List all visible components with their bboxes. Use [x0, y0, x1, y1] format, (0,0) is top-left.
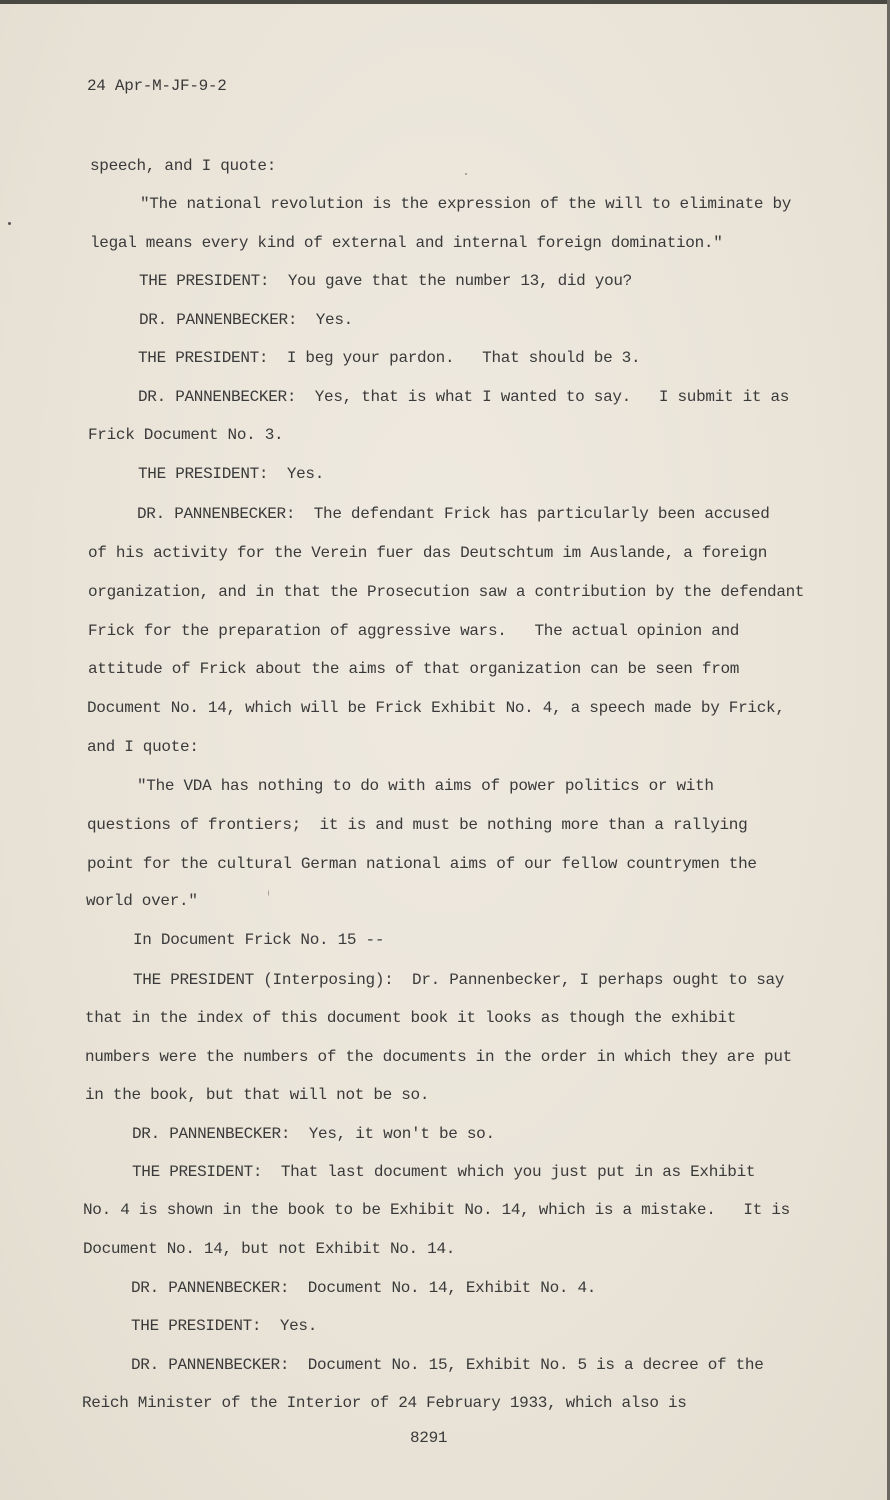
- text-line: DR. PANNENBECKER: Yes, that is what I wanted to say. I submit it as: [138, 388, 790, 406]
- text-line: THE PRESIDENT: That last document which you just put in as Exhibit: [132, 1163, 756, 1181]
- text-line: DR. PANNENBECKER: Yes.: [139, 311, 353, 329]
- text-line: Frick for the preparation of aggressive wars. The actual opinion and: [88, 622, 740, 640]
- text-line: THE PRESIDENT (Interposing): Dr. Pannenbecker, I perhaps ought to say: [133, 971, 785, 989]
- text-line: world over.": [86, 892, 198, 910]
- scan-speck: [268, 890, 269, 896]
- text-line: DR. PANNENBECKER: The defendant Frick has particularly been accused: [137, 505, 770, 523]
- text-line: Document No. 14, but not Exhibit No. 14.: [83, 1240, 456, 1258]
- text-line: in the book, but that will not be so.: [85, 1086, 430, 1104]
- text-line: point for the cultural German national aims of our fellow countrymen the: [87, 855, 757, 873]
- text-line: of his activity for the Verein fuer das Deutschtum im Auslande, a foreign: [88, 544, 768, 562]
- text-line: legal means every kind of external and internal foreign domination.": [90, 234, 723, 252]
- text-line: "The VDA has nothing to do with aims of power politics or with: [137, 777, 714, 795]
- text-line: numbers were the numbers of the documents in the order in which they are put: [85, 1048, 792, 1066]
- text-line: that in the index of this document book it looks as though the exhibit: [85, 1009, 737, 1027]
- text-line: DR. PANNENBECKER: Document No. 14, Exhibit No. 4.: [131, 1279, 597, 1297]
- text-line: "The national revolution is the expression of the will to eliminate by: [140, 195, 792, 213]
- text-line: Reich Minister of the Interior of 24 February 1933, which also is: [82, 1394, 687, 1412]
- page-header: 24 Apr-M-JF-9-2: [87, 77, 227, 95]
- text-line: Document No. 14, which will be Frick Exhibit No. 4, a speech made by Frick,: [87, 699, 785, 717]
- text-line: DR. PANNENBECKER: Yes, it won't be so.: [132, 1125, 495, 1143]
- scan-speck: [465, 173, 467, 175]
- text-line: and I quote:: [87, 738, 199, 756]
- text-line: organization, and in that the Prosecution saw a contribution by the defendant: [88, 583, 805, 601]
- text-line: In Document Frick No. 15 --: [133, 931, 385, 949]
- text-line: speech, and I quote:: [90, 157, 277, 175]
- text-line: Frick Document No. 3.: [88, 426, 284, 444]
- text-line: THE PRESIDENT: Yes.: [138, 465, 325, 483]
- text-line: THE PRESIDENT: Yes.: [131, 1317, 318, 1335]
- text-line: THE PRESIDENT: I beg your pardon. That should be 3.: [138, 349, 641, 367]
- text-line: No. 4 is shown in the book to be Exhibit No. 14, which is a mistake. It is: [83, 1201, 790, 1219]
- scan-speck: [8, 222, 11, 225]
- text-line: DR. PANNENBECKER: Document No. 15, Exhibit No. 5 is a decree of the: [131, 1356, 764, 1374]
- text-line: THE PRESIDENT: You gave that the number 13, did you?: [139, 272, 632, 290]
- text-line: questions of frontiers; it is and must be nothing more than a rallying: [87, 816, 748, 834]
- scan-edge-top: [0, 0, 890, 4]
- text-line: attitude of Frick about the aims of that organization can be seen from: [88, 660, 740, 678]
- page-number: 8291: [410, 1429, 448, 1447]
